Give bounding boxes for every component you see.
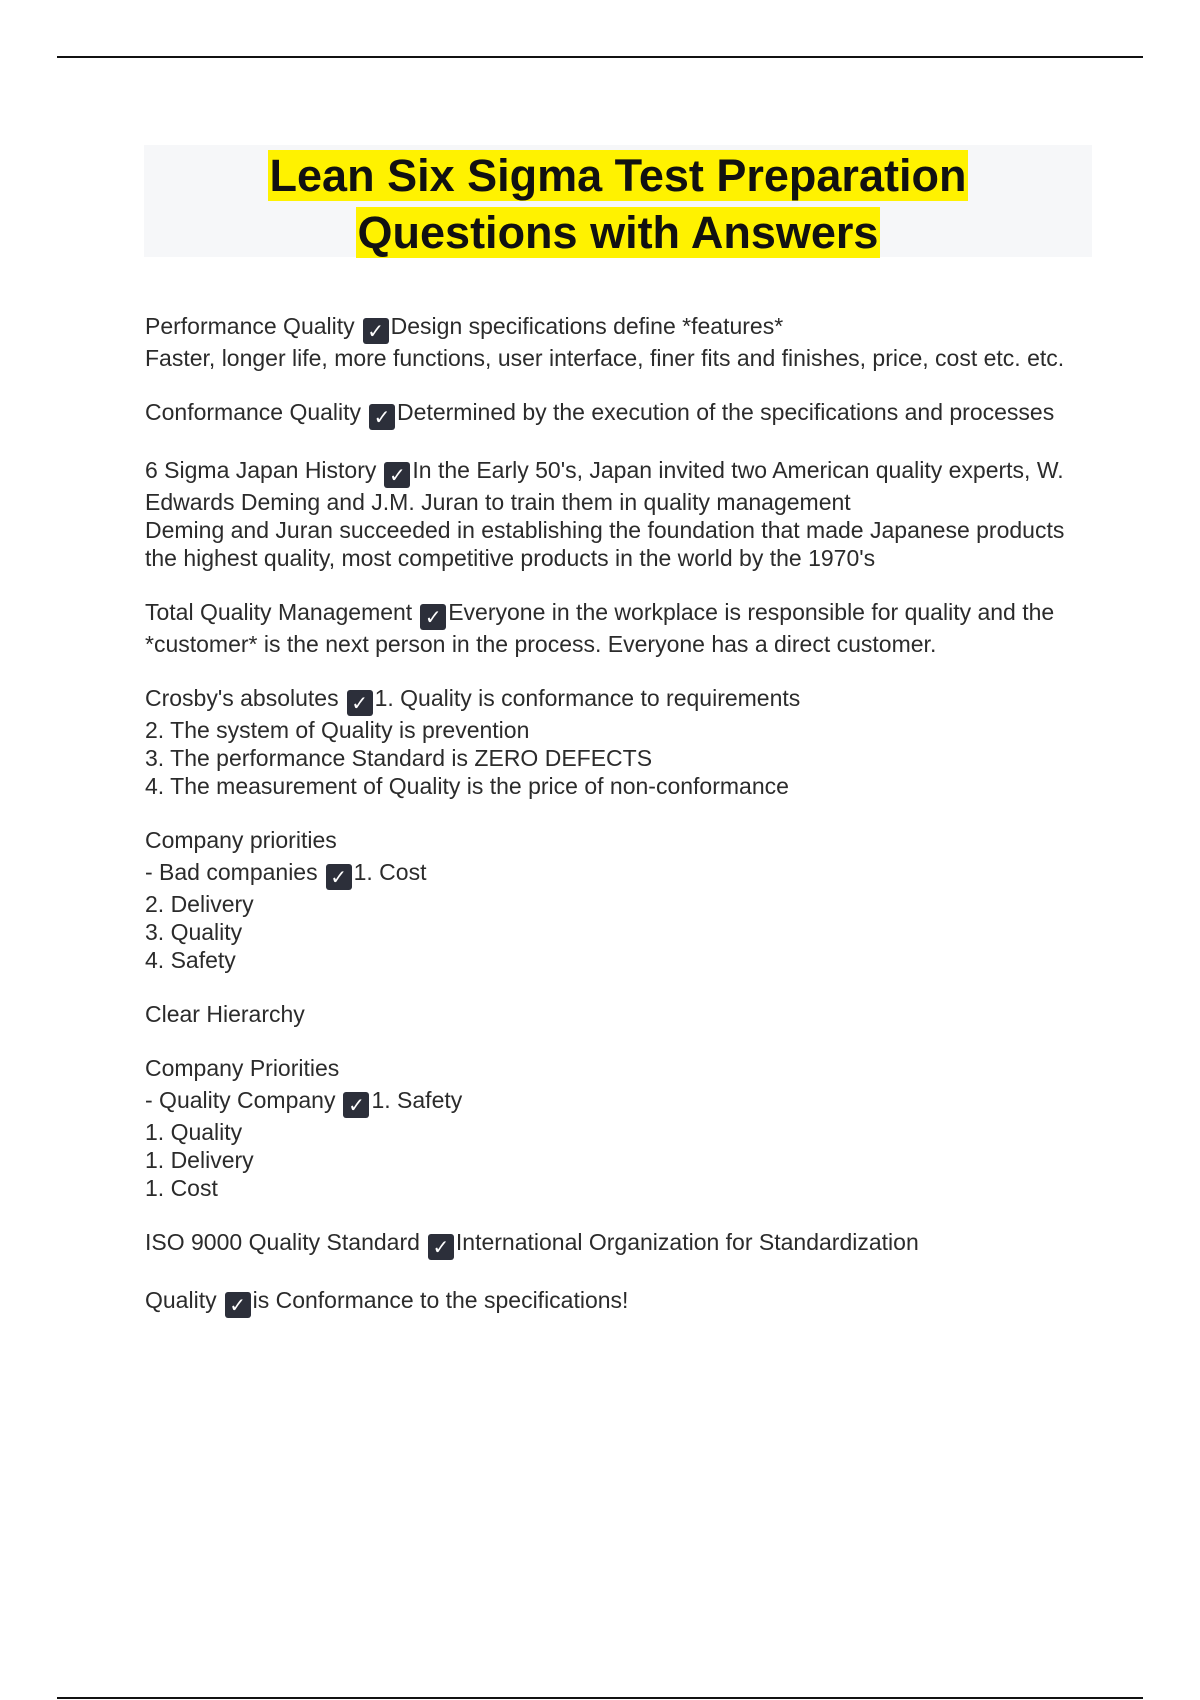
qa-answer-line: 2. The system of Quality is prevention <box>145 717 530 743</box>
qa-entry <box>145 456 1095 572</box>
qa-term: Crosby's absolutes <box>145 685 339 711</box>
checkbox-check-icon: ✓ <box>369 404 395 430</box>
qa-answer-line: 2. Delivery <box>145 891 254 917</box>
qa-first-line <box>145 1086 1095 1118</box>
qa-answer-line: Faster, longer life, more functions, user interface, finer fits and finishes, price, cost etc. etc. <box>145 345 1065 371</box>
qa-pre-line: Company priorities <box>145 827 337 853</box>
qa-entry <box>145 1054 1095 1202</box>
qa-entry <box>145 598 1095 658</box>
checkbox-check-icon: ✓ <box>428 1234 454 1260</box>
qa-term: Total Quality Management <box>145 599 413 625</box>
qa-answer: Everyone in the workplace is responsible for quality and the *customer* is the next person in the process. Everyone has a direct customer. <box>145 599 1055 657</box>
checkbox-check-icon: ✓ <box>384 462 410 488</box>
qa-first-line <box>145 684 1095 716</box>
qa-answer: In the Early 50's, Japan invited two American quality experts, W. Edwards Deming and J.M. Juran to train them in quality management <box>145 457 1064 515</box>
title-line-2: Questions with Answers <box>357 207 879 258</box>
qa-answer-line: Deming and Juran succeeded in establishing the foundation that made Japanese products the highest quality, most competitive products in the world by the 1970's <box>145 517 1065 571</box>
qa-answer: Design specifications define *features* <box>390 313 784 339</box>
checkbox-check-icon: ✓ <box>347 690 373 716</box>
qa-first-line <box>145 456 1095 516</box>
qa-term: Conformance Quality <box>145 399 362 425</box>
qa-entry <box>145 1228 1095 1260</box>
qa-answer: 1. Cost <box>353 859 427 885</box>
qa-answer: 1. Quality is conformance to requirements <box>374 685 801 711</box>
document-title <box>144 145 1092 261</box>
qa-first-line <box>145 1228 1095 1260</box>
qa-answer-line: 1. Delivery <box>145 1147 254 1173</box>
qa-pre-line: Company Priorities <box>145 1055 340 1081</box>
checkbox-check-icon: ✓ <box>225 1292 251 1318</box>
qa-term: ISO 9000 Quality Standard <box>145 1229 420 1255</box>
checkbox-check-icon: ✓ <box>343 1092 369 1118</box>
qa-answer: is Conformance to the specifications! <box>252 1287 629 1313</box>
qa-term: Performance Quality <box>145 313 355 339</box>
qa-term: 6 Sigma Japan History <box>145 457 377 483</box>
qa-term: Quality <box>145 1287 217 1313</box>
qa-answer-line: 4. The measurement of Quality is the price of non-conformance <box>145 773 789 799</box>
qa-answer: 1. Safety <box>371 1087 463 1113</box>
qa-answer-line: 1. Quality <box>145 1119 243 1145</box>
qa-entry <box>145 684 1095 800</box>
checkbox-check-icon: ✓ <box>363 318 389 344</box>
qa-list <box>145 312 1095 1344</box>
qa-first-line <box>145 858 1095 890</box>
qa-first-line <box>145 1286 1095 1318</box>
title-panel <box>144 145 1092 257</box>
qa-entry <box>145 312 1095 372</box>
qa-answer-line: 3. Quality <box>145 919 243 945</box>
qa-entry <box>145 1286 1095 1318</box>
checkbox-check-icon: ✓ <box>420 604 446 630</box>
bottom-rule <box>57 1697 1143 1699</box>
qa-answer-line: 4. Safety <box>145 947 236 973</box>
qa-first-line <box>145 598 1095 658</box>
qa-plain-line: Clear Hierarchy <box>145 1001 305 1027</box>
qa-term: - Bad companies <box>145 859 318 885</box>
qa-term: - Quality Company <box>145 1087 336 1113</box>
qa-first-line <box>145 398 1095 430</box>
qa-answer-line: 1. Cost <box>145 1175 218 1201</box>
qa-entry <box>145 1000 1095 1028</box>
top-rule <box>57 56 1143 58</box>
qa-answer-line: 3. The performance Standard is ZERO DEFECTS <box>145 745 653 771</box>
qa-first-line <box>145 312 1095 344</box>
qa-entry <box>145 398 1095 430</box>
qa-answer: International Organization for Standardization <box>455 1229 919 1255</box>
qa-answer: Determined by the execution of the specifications and processes <box>397 399 1055 425</box>
title-line-1: Lean Six Sigma Test Preparation <box>269 150 967 201</box>
qa-entry <box>145 826 1095 974</box>
checkbox-check-icon: ✓ <box>326 864 352 890</box>
